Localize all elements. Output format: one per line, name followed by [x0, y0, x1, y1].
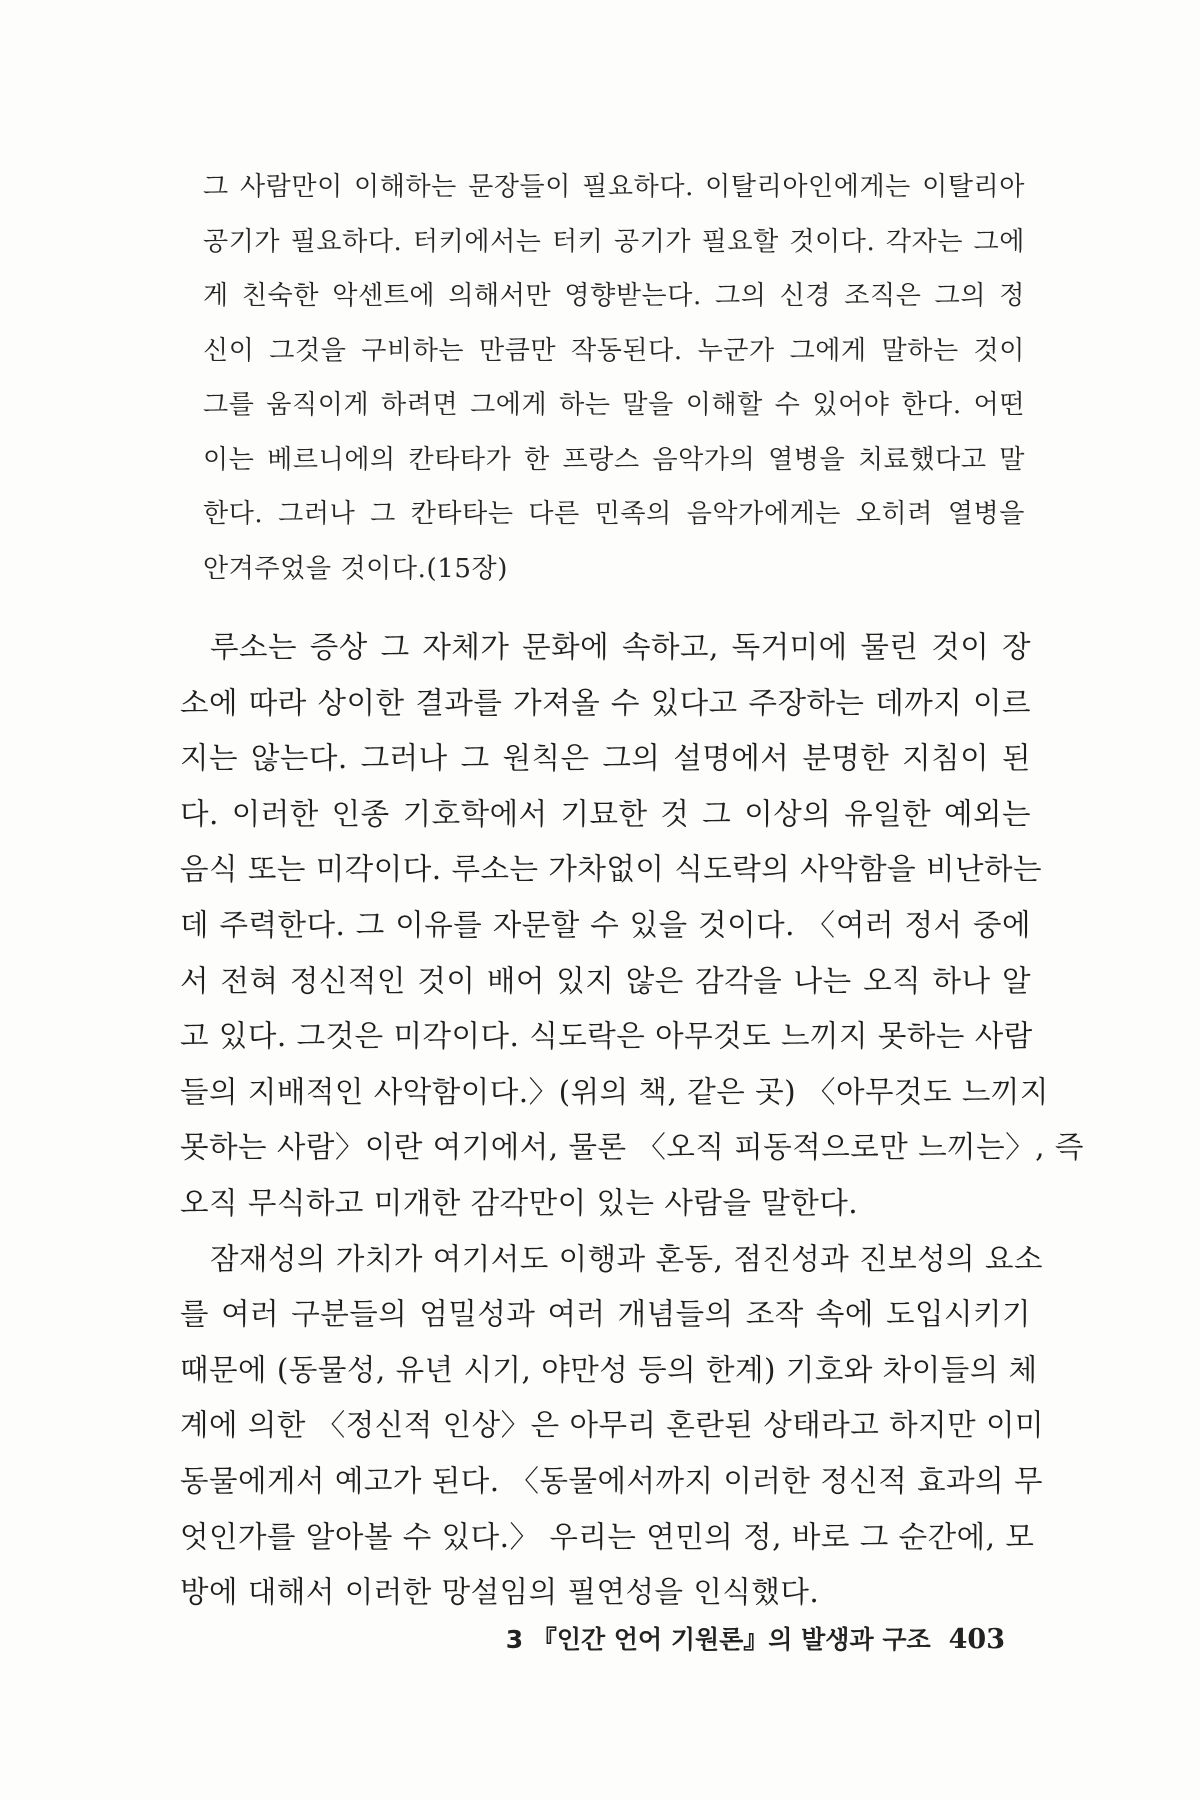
text-line: 동물에게서 예고가 된다. 〈동물에서까지 이러한 정신적 효과의 무 — [180, 1463, 1043, 1498]
quote-line: 그 사람만이 이해하는 문장들이 필요하다. 이탈리아인에게는 이탈리아 — [203, 172, 1025, 202]
quote-line: 이는 베르니에의 칸타타가 한 프랑스 음악가의 열병을 치료했다고 말 — [203, 444, 1025, 475]
text-line: 고 있다. 그것은 미각이다. 식도락은 아무것도 느끼지 못하는 사람 — [180, 1019, 1033, 1054]
quote-line: 그를 움직이게 하려면 그에게 하는 말을 이해할 수 있어야 한다. 어떤 — [203, 390, 1025, 420]
text-line: 다. 이러한 인종 기호학에서 기묘한 것 그 이상의 유일한 예외는 — [180, 796, 1031, 831]
text-line: 들의 지배적인 사악함이다.〉(위의 책, 같은 곳) 〈아무것도 느끼지 — [180, 1074, 1049, 1109]
paragraph — [180, 1232, 1044, 1621]
quote-line: 안겨주었을 것이다.(15장) — [203, 553, 508, 584]
text-line: 엇인가를 알아볼 수 있다.〉 우리는 연민의 정, 바로 그 순간에, 모 — [180, 1519, 1035, 1554]
text-line: 서 전혀 정신적인 것이 배어 있지 않은 감각을 나는 오직 하나 알 — [180, 963, 1031, 998]
quote-line: 공기가 필요하다. 터키에서는 터키 공기가 필요할 것이다. 각자는 그에 — [203, 226, 1025, 257]
text-line: 방에 대해서 이러한 망설임의 필연성을 인식했다. — [180, 1575, 820, 1610]
quote-line: 한다. 그러나 그 칸타타는 다른 민족의 음악가에게는 오히려 열병을 — [203, 499, 1025, 529]
quote-line: 신이 그것을 구비하는 만큼만 작동된다. 누군가 그에게 말하는 것이 — [203, 335, 1025, 366]
text-line: 루소는 증상 그 자체가 문화에 속하고, 독거미에 물린 것이 장 — [210, 630, 1031, 664]
text-line: 음식 또는 미각이다. 루소는 가차없이 식도락의 사악함을 비난하는 — [180, 852, 1042, 887]
paragraph — [180, 620, 1084, 1232]
text-line: 지는 않는다. 그러나 그 원칙은 그의 설명에서 분명한 지침이 된 — [180, 741, 1031, 776]
page-number: 403 — [948, 1624, 1005, 1655]
text-line: 오직 무식하고 미개한 감각만이 있는 사람을 말한다. — [180, 1185, 859, 1220]
text-line: 때문에 (동물성, 유년 시기, 야만성 등의 한계) 기호와 차이들의 체 — [180, 1352, 1038, 1387]
text-line: 데 주력한다. 그 이유를 자문할 수 있을 것이다. 〈여러 정서 중에 — [180, 907, 1031, 942]
running-head: 3 『인간 언어 기원론』의 발생과 구조 — [505, 1625, 931, 1654]
text-line: 계에 의한 〈정신적 인상〉은 아무리 혼란된 상태라고 하지만 이미 — [180, 1408, 1044, 1443]
text-line: 잠재성의 가치가 여기서도 이행과 혼동, 점진성과 진보성의 요소 — [210, 1241, 1043, 1276]
text-line: 못하는 사람〉이란 여기에서, 물론 〈오직 피동적으로만 느끼는〉, 즉 — [180, 1130, 1084, 1165]
body-text — [180, 620, 1084, 1621]
text-line: 를 여러 구분들의 엄밀성과 여러 개념들의 조작 속에 도입시키기 — [180, 1297, 1031, 1332]
quote-line: 게 친숙한 악센트에 의해서만 영향받는다. 그의 신경 조직은 그의 정 — [203, 281, 1025, 311]
running-footer — [506, 1620, 1005, 1656]
block-quotation — [203, 160, 1025, 596]
text-line: 소에 따라 상이한 결과를 가져올 수 있다고 주장하는 데까지 이르 — [180, 685, 1031, 720]
